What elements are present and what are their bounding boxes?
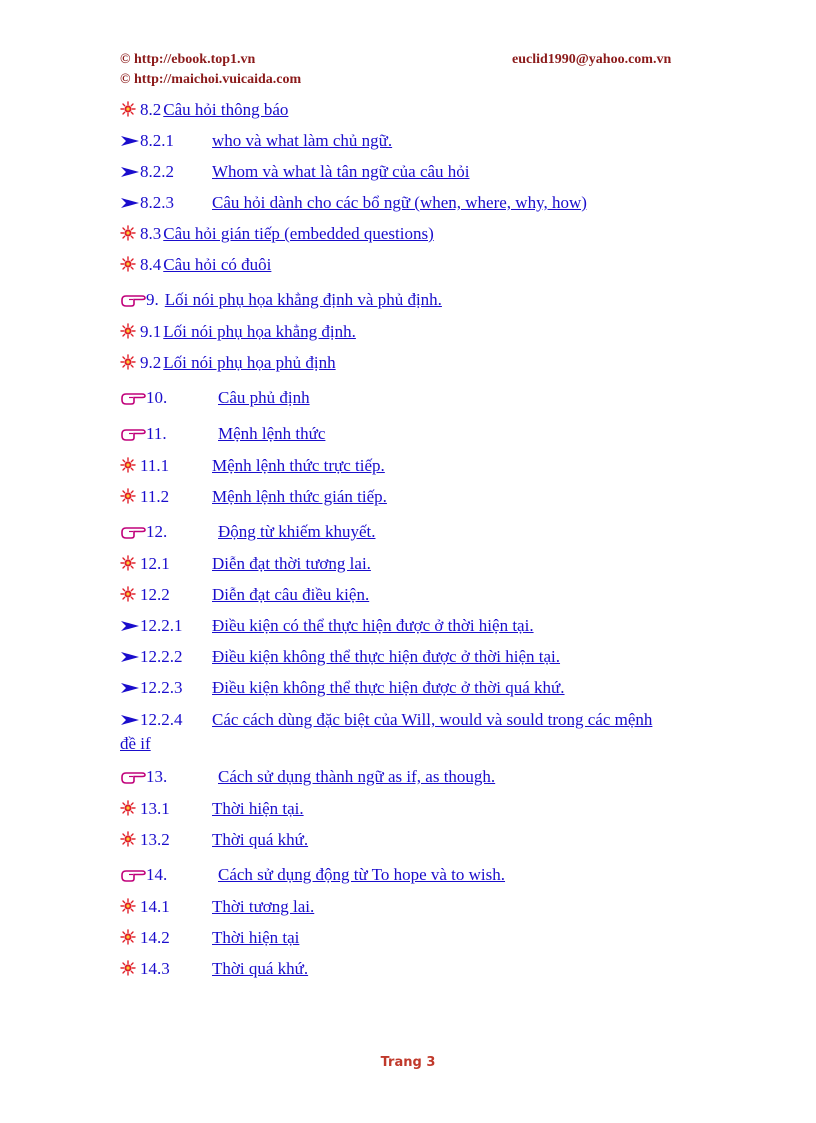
toc-number: 13. [146,767,168,786]
toc-link[interactable] [140,678,565,697]
toc-number: 12.1 [140,554,170,573]
toc-link[interactable] [140,224,434,243]
toc-entry[interactable] [120,647,660,678]
toc-entry[interactable] [120,554,660,585]
pointing-hand-icon [120,389,146,410]
toc-link[interactable] [146,865,505,884]
toc-entry[interactable] [120,420,660,456]
toc-number: 12.2.1 [140,616,183,635]
sun-bullet-icon [120,929,136,950]
toc-link[interactable] [140,100,288,119]
toc-link[interactable] [140,554,371,573]
toc-title: who và what làm chủ ngữ. [212,131,393,150]
toc-number: 8.3 [140,224,162,243]
toc-link[interactable] [146,767,495,786]
toc-link[interactable] [140,322,356,341]
toc-number: 11. [146,424,167,443]
sun-bullet-icon [120,831,136,852]
toc-link[interactable] [140,585,369,604]
pointing-hand-icon [120,866,146,887]
toc-link[interactable] [140,830,308,849]
toc-link[interactable] [140,456,385,475]
pointing-hand-icon [120,291,146,312]
toc-title: Diễn đạt câu điều kiện. [212,585,370,604]
toc-title: Câu hỏi có đuôi [163,255,272,274]
toc-entry[interactable] [120,255,660,286]
toc-number: 14. [146,865,168,884]
toc-number: 12.2 [140,585,170,604]
toc-entry[interactable] [120,928,660,959]
toc-title: Các cách dùng đặc biệt của Will, would và sould trong các mệnh đề if [120,710,653,753]
toc-entry[interactable] [120,897,660,928]
toc-number: 9. [146,290,159,309]
toc-link[interactable] [140,255,271,274]
header-source-2: © http://maichoi.vuicaida.com [120,72,302,87]
sun-bullet-icon [120,488,136,509]
pointing-hand-icon [120,768,146,789]
toc-title: Mệnh lệnh thức [218,424,326,443]
toc-title: Câu phủ định [218,388,310,407]
toc-entry[interactable] [120,224,660,255]
toc-number: 8.2 [140,100,162,119]
toc-title: Mệnh lệnh thức gián tiếp. [212,487,387,506]
sun-bullet-icon [120,457,136,478]
toc-link[interactable] [140,131,392,150]
page-number: Trang 3 [380,1055,436,1070]
toc-entry[interactable] [120,456,660,487]
toc-link[interactable] [140,799,304,818]
toc-entry[interactable] [120,585,660,616]
toc-number: 12.2.3 [140,678,183,697]
toc-entry[interactable] [120,487,660,518]
toc-title: Câu hỏi dành cho các bổ ngữ (when, where, why, how) [212,193,587,212]
pointing-hand-icon [120,425,146,446]
toc-entry[interactable] [120,286,660,322]
toc-number: 10. [146,388,168,407]
toc-title: Thời quá khứ. [212,830,309,849]
toc-link[interactable] [140,353,336,372]
header-source-1: © http://ebook.top1.vn [120,52,256,67]
sun-bullet-icon [120,256,136,277]
arrow-bullet-icon [120,133,140,153]
toc-link[interactable] [146,290,442,309]
toc-title: Điều kiện không thể thực hiện được ở thời hiện tại. [212,647,561,666]
sun-bullet-icon [120,354,136,375]
sun-bullet-icon [120,323,136,344]
toc-title: Điều kiện có thể thực hiện được ở thời hiện tại. [212,616,534,635]
toc-title: Diễn đạt thời tương lai. [212,554,371,573]
toc-link[interactable] [146,388,310,407]
arrow-bullet-icon [120,680,140,700]
toc-number: 14.2 [140,928,170,947]
sun-bullet-icon [120,555,136,576]
toc-link[interactable] [140,928,299,947]
toc-number: 14.3 [140,959,170,978]
toc-link[interactable] [146,522,375,541]
toc-number: 11.1 [140,456,170,475]
toc-entry[interactable] [120,162,660,193]
toc-number: 9.2 [140,353,162,372]
toc-entry[interactable] [120,353,660,384]
toc-entry[interactable] [120,131,660,162]
toc-entry[interactable] [120,763,660,799]
table-of-contents [120,100,660,990]
toc-link[interactable] [140,616,534,635]
arrow-bullet-icon [120,164,140,184]
toc-title: Thời tương lai. [212,897,315,916]
toc-number: 13.1 [140,799,170,818]
toc-title: Điều kiện không thể thực hiện được ở thời quá khứ. [212,678,565,697]
toc-link[interactable] [146,424,325,443]
toc-entry[interactable] [120,518,660,554]
arrow-bullet-icon [120,618,140,638]
toc-number: 13.2 [140,830,170,849]
toc-link[interactable] [120,710,652,753]
toc-number: 8.2.2 [140,162,174,181]
toc-title: Lối nói phụ họa khẳng định và phủ định. [164,290,442,309]
toc-number: 8.2.1 [140,131,174,150]
toc-entry[interactable] [120,100,660,131]
toc-entry[interactable] [120,799,660,830]
sun-bullet-icon [120,960,136,981]
pointing-hand-icon [120,523,146,544]
toc-title: Thời hiện tại [212,928,300,947]
toc-title: Lối nói phụ họa phủ định [163,353,336,372]
sun-bullet-icon [120,586,136,607]
arrow-bullet-icon [120,649,140,669]
sun-bullet-icon [120,800,136,821]
toc-title: Câu hỏi gián tiếp (embedded questions) [163,224,434,243]
toc-title: Thời quá khứ. [212,959,309,978]
toc-entry[interactable] [120,193,660,224]
toc-entry[interactable] [120,830,660,861]
toc-entry[interactable] [120,616,660,647]
sun-bullet-icon [120,101,136,122]
toc-link[interactable] [140,897,314,916]
toc-entry[interactable] [120,384,660,420]
toc-number: 8.4 [140,255,162,274]
toc-link[interactable] [140,193,587,212]
toc-number: 12.2.4 [140,710,183,729]
toc-title: Lối nói phụ họa khẳng định. [163,322,356,341]
toc-entry[interactable] [120,861,660,897]
toc-title: Cách sử dụng thành ngữ as if, as though. [218,767,496,786]
toc-number: 11.2 [140,487,170,506]
toc-link[interactable] [140,647,560,666]
toc-title: Mệnh lệnh thức trực tiếp. [212,456,385,475]
sun-bullet-icon [120,225,136,246]
toc-link[interactable] [140,487,387,506]
toc-number: 9.1 [140,322,162,341]
arrow-bullet-icon [120,195,140,215]
toc-entry[interactable] [120,322,660,353]
toc-number: 12. [146,522,168,541]
header-email: euclid1990@yahoo.com.vn [512,52,672,67]
toc-entry[interactable] [120,678,660,709]
arrow-bullet-icon [120,711,140,733]
toc-link[interactable] [140,162,470,181]
toc-title: Cách sử dụng động từ To hope và to wish. [218,865,506,884]
sun-bullet-icon [120,898,136,919]
toc-entry[interactable] [120,959,660,990]
toc-number: 14.1 [140,897,170,916]
toc-link[interactable] [140,959,308,978]
toc-number: 8.2.3 [140,193,174,212]
toc-title: Whom và what là tân ngữ của câu hỏi [212,162,470,181]
toc-title: Thời hiện tại. [212,799,304,818]
toc-entry[interactable] [120,709,660,763]
toc-title: Câu hỏi thông báo [163,100,289,119]
toc-title: Động từ khiếm khuyết. [218,522,376,541]
toc-number: 12.2.2 [140,647,183,666]
